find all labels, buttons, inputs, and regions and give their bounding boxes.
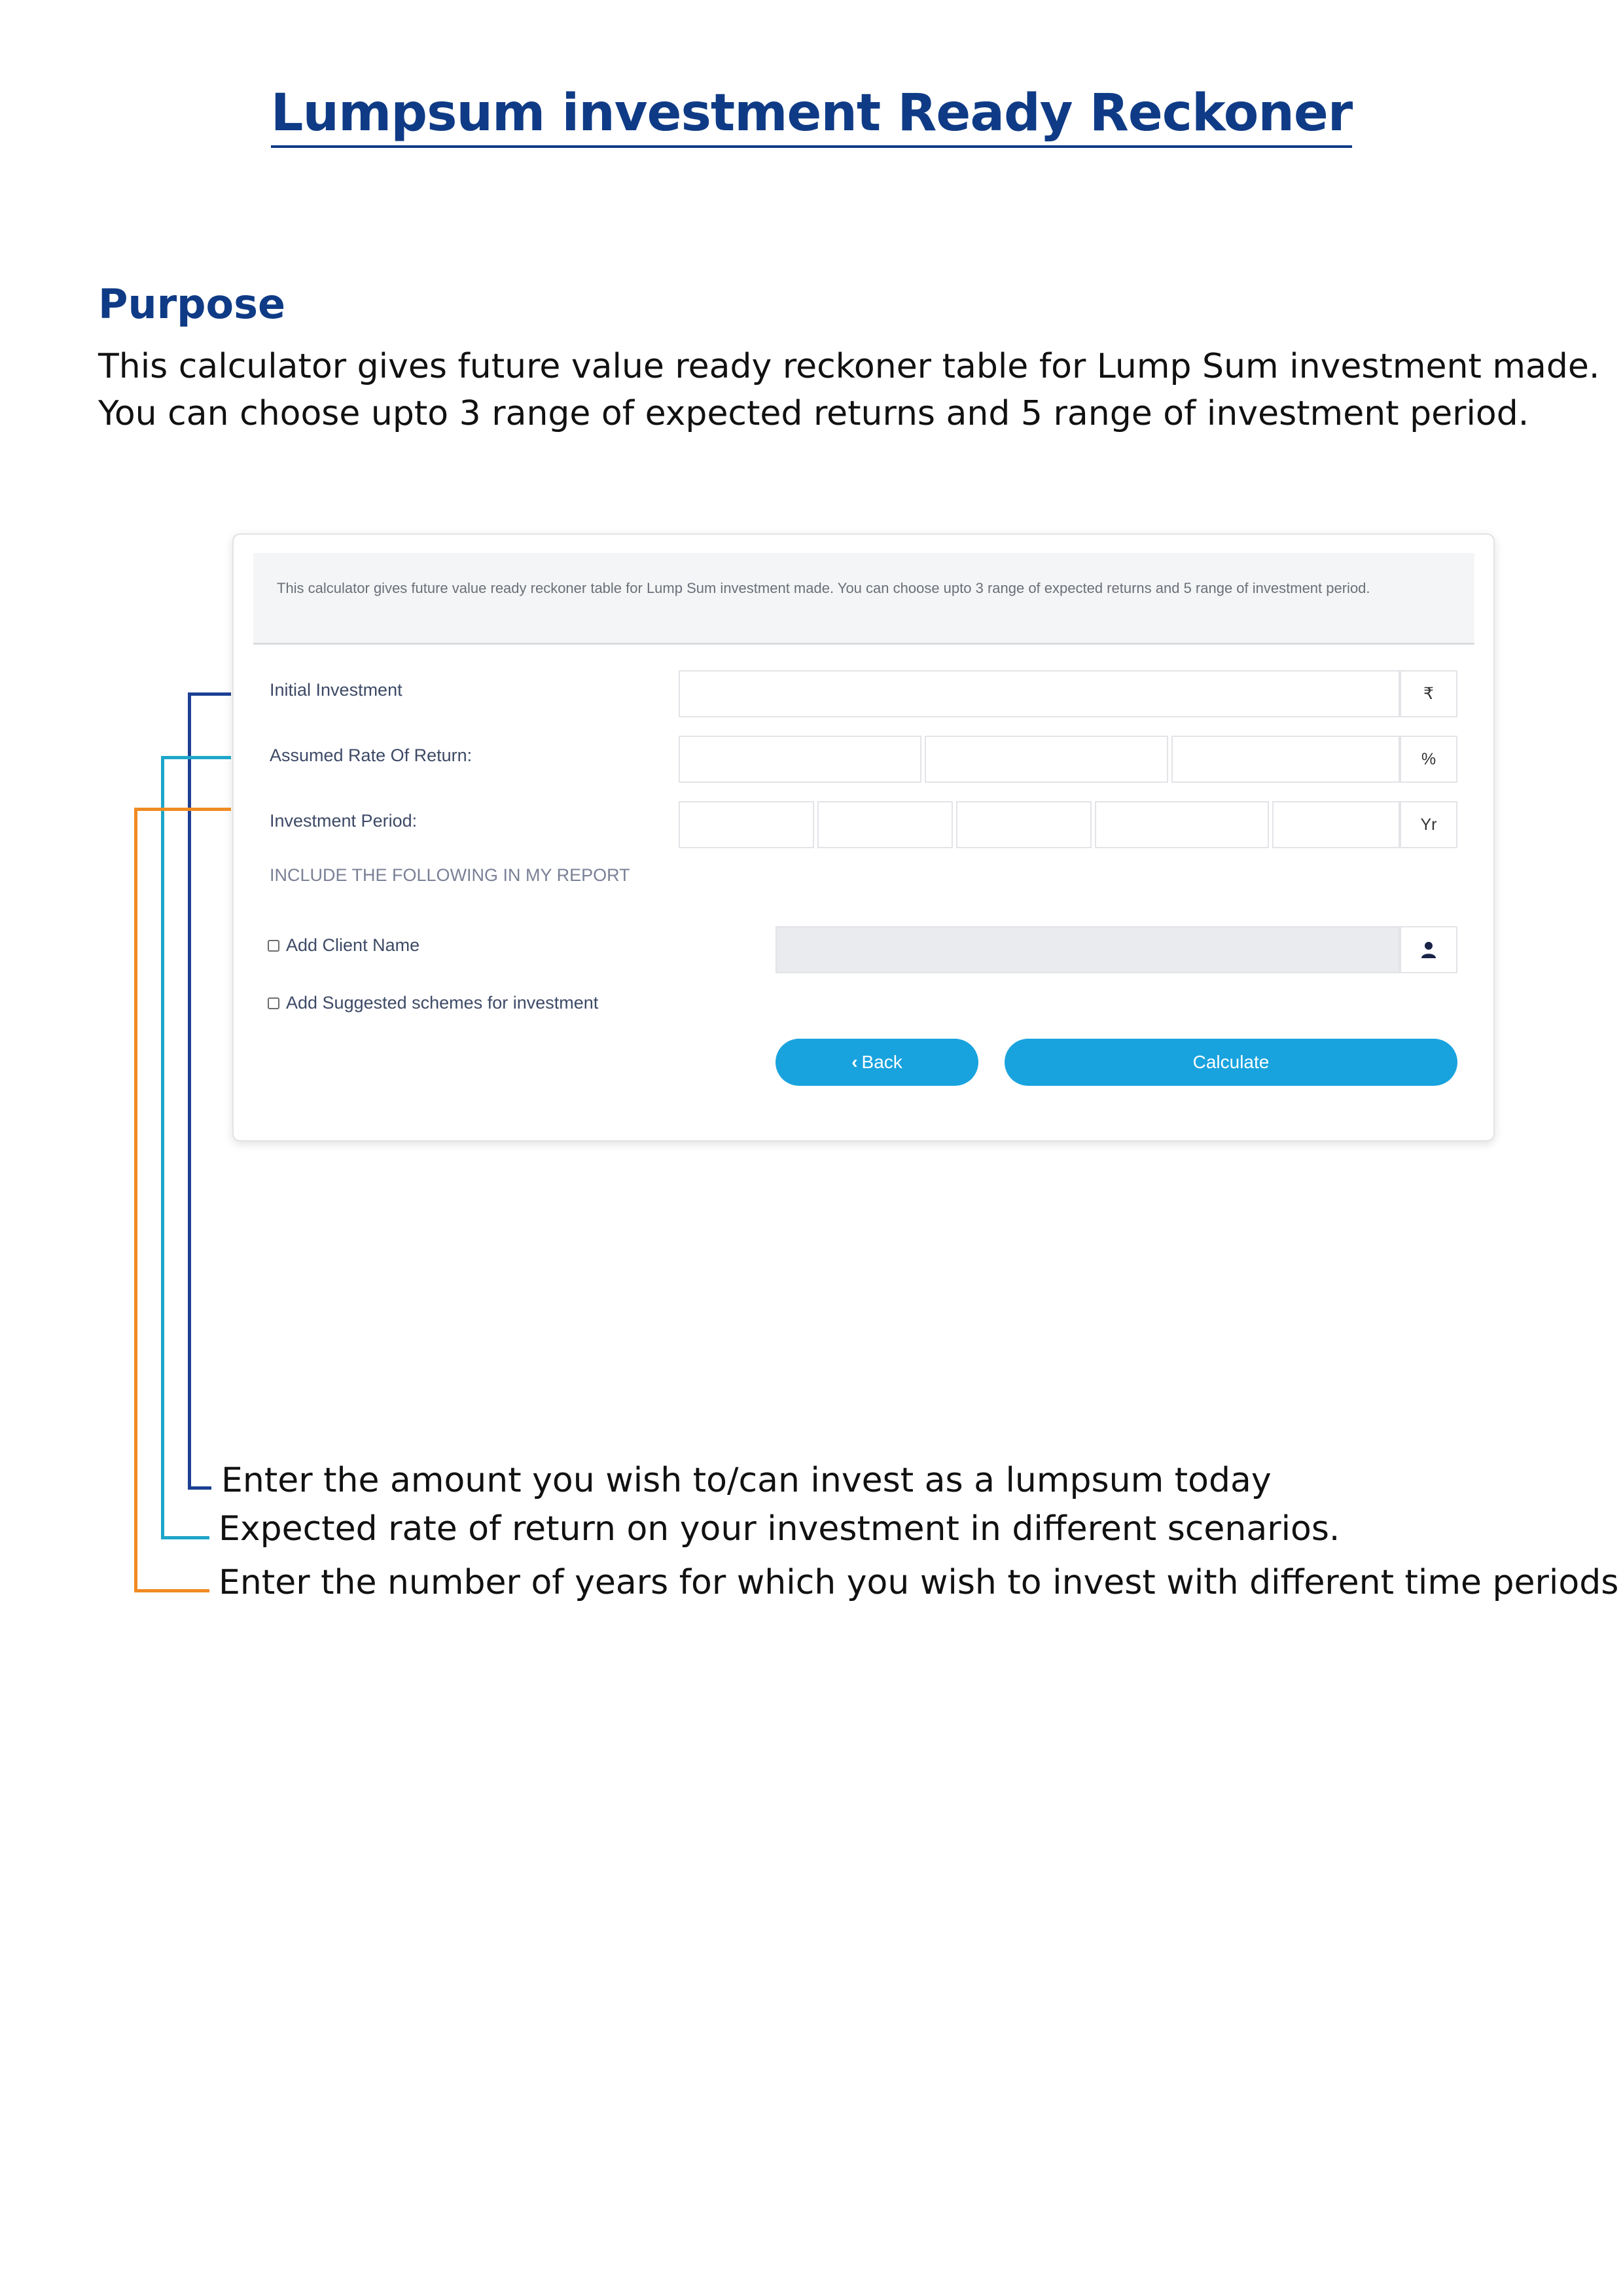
initial-investment-input[interactable] <box>679 670 1400 717</box>
add-client-name-checkbox[interactable] <box>268 940 279 952</box>
add-schemes-label: Add Suggested schemes for investment <box>286 993 599 1013</box>
connector-period-vertical <box>134 808 137 1592</box>
investment-period-input-1[interactable] <box>679 801 814 848</box>
calculator-screenshot <box>232 533 1495 1141</box>
investment-period-label: Investment Period: <box>270 811 418 831</box>
investment-period-input-3[interactable] <box>956 801 1092 848</box>
connector-rate-bottom <box>161 1536 209 1539</box>
include-in-report-label: INCLUDE THE FOLLOWING IN MY REPORT <box>270 865 630 885</box>
year-addon: Yr <box>1400 801 1457 848</box>
user-icon <box>1421 941 1436 958</box>
investment-period-input-4[interactable] <box>1095 801 1269 848</box>
connector-initial-bottom <box>188 1486 211 1490</box>
rate-of-return-label: Assumed Rate Of Return: <box>270 745 473 765</box>
add-schemes-row[interactable] <box>268 993 598 1013</box>
chevron-left-icon: ‹ <box>851 1052 858 1072</box>
connector-period-top <box>134 808 231 811</box>
calculate-button[interactable]: Calculate <box>1005 1039 1457 1086</box>
add-client-name-label: Add Client Name <box>286 935 420 955</box>
purpose-text-line: You can choose upto 3 range of expected returns and 5 range of investment period. <box>98 394 1529 433</box>
connector-rate-vertical <box>161 756 164 1539</box>
annotation-initial-investment: Enter the amount you wish to/can invest as a lumpsum today <box>221 1461 1272 1500</box>
page-title: Lumpsum investment Ready Reckoner <box>0 84 1623 148</box>
annotation-investment-period: Enter the number of years for which you wish to invest with different time periods <box>219 1563 1619 1602</box>
purpose-heading: Purpose <box>98 280 286 328</box>
investment-period-input-5[interactable] <box>1272 801 1400 848</box>
rate-of-return-input-1[interactable] <box>679 736 921 783</box>
rate-of-return-input-2[interactable] <box>925 736 1168 783</box>
connector-initial-vertical <box>188 692 191 1490</box>
purpose-text-line: This calculator gives future value ready reckoner table for Lump Sum investment made. <box>98 347 1600 386</box>
investment-period-input-2[interactable] <box>817 801 953 848</box>
rupee-addon: ₹ <box>1400 670 1457 717</box>
percent-addon: % <box>1400 736 1457 783</box>
annotation-rate-of-return: Expected rate of return on your investment in different scenarios. <box>219 1509 1340 1549</box>
back-button[interactable]: ‹ Back <box>776 1039 978 1086</box>
connector-period-bottom <box>134 1589 209 1592</box>
client-name-input[interactable] <box>776 926 1400 973</box>
connector-initial-top <box>188 692 231 696</box>
user-icon-addon <box>1400 926 1457 973</box>
calculator-description: This calculator gives future value ready reckoner table for Lump Sum investment made. You can choose upto 3 range of expected returns and 5 range of investment period. <box>253 553 1474 645</box>
rate-of-return-input-3[interactable] <box>1171 736 1400 783</box>
initial-investment-label: Initial Investment <box>270 680 402 700</box>
add-schemes-checkbox[interactable] <box>268 997 279 1009</box>
connector-rate-top <box>161 756 231 759</box>
add-client-name-row[interactable] <box>268 935 419 956</box>
